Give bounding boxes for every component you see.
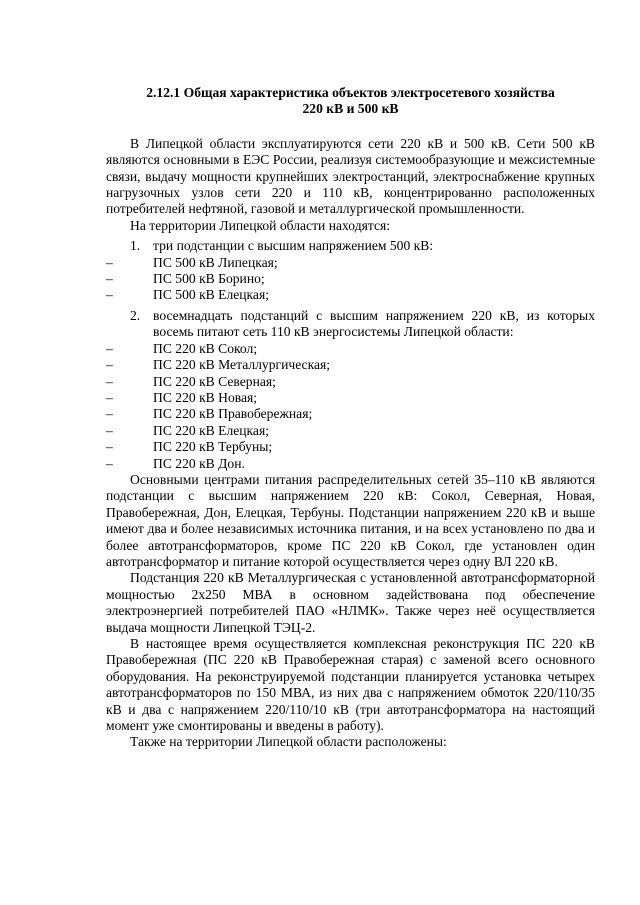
list-item (106, 423, 595, 439)
dash-bullet: – (106, 271, 113, 287)
dash-bullet: – (106, 455, 113, 471)
paragraph-distribution-centers: Основными центрами питания распределительных сетей 35–110 кВ являются подстанции с высшим напряжением 220 кВ: Сокол, Северная, Новая, Правобережная, Дон, Елецкая, Тербуны. Подстанции напряжением 220 кВ и выше имеют два и более независимых источника питания, и на всех установлено по два и более автотрансформаторов, кроме ПС 220 кВ Сокол, где установлен один автотрансформатор и питание которой осуществляется через одну ВЛ 220 кВ. (106, 471, 595, 569)
paragraph-also-located: Также на территории Липецкой области расположены: (130, 734, 447, 750)
dash-bullet: – (106, 406, 113, 422)
list-item (106, 287, 595, 303)
paragraph-reconstruction: В настоящее время осуществляется комплексная реконструкция ПС 220 кВ Правобережная (ПС 220 кВ Правобережная старая) с заменой всего основного оборудования. На реконструируемой подстанции планируется установка четырех автотрансформаторов по 150 МВА, из них два с напряжением обмоток 220/110/35 кВ и два с напряжением 220/110/10 кВ (три автотрансформатора на настоящий момент уже смонтированы и введены в работу). (106, 636, 595, 734)
dash-bullet: – (106, 254, 113, 270)
list-500kv-substations (106, 255, 595, 304)
list-item-text: ПС 220 кВ Новая; (153, 389, 258, 405)
dash-bullet: – (106, 389, 113, 405)
list-item-text: ПС 220 кВ Правобережная; (153, 406, 313, 422)
list-number: 1. (130, 238, 141, 254)
list-item (106, 341, 595, 357)
dash-bullet: – (106, 357, 113, 373)
paragraph-metallurgical: Подстанция 220 кВ Металлургическая с установленной автотрансформаторной мощностью 2х250 МВА в основном задействована под обеспечение электроэнергией потребителей ПАО «НЛМК». Также через неё осуществляется выдача мощности Липецкой ТЭЦ-2. (106, 570, 595, 635)
dash-bullet: – (106, 439, 113, 455)
list-item (106, 439, 595, 455)
list-item-text: ПС 220 кВ Северная; (153, 373, 276, 389)
list-item-220kv-header (106, 308, 595, 341)
section-heading-line-1: 2.12.1 Общая характеристика объектов электросетевого хозяйства (146, 85, 555, 100)
list-number: 2. (130, 307, 141, 323)
paragraph-territory: На территории Липецкой области находятся: (130, 217, 391, 233)
dash-bullet: – (106, 422, 113, 438)
list-item (106, 255, 595, 271)
dash-bullet: – (106, 340, 113, 356)
list-item-text: ПС 500 кВ Липецкая; (153, 254, 278, 270)
section-heading (106, 85, 595, 118)
list-item-text: три подстанции с высшим напряжением 500 кВ: (153, 238, 434, 254)
list-item (106, 271, 595, 287)
list-item (106, 357, 595, 373)
list-item-500kv-header (106, 238, 595, 254)
document-body (106, 85, 595, 751)
list-item-text: ПС 220 кВ Сокол; (153, 340, 258, 356)
list-item-text: ПС 220 кВ Тербуны; (153, 439, 273, 455)
list-item-text: ПС 500 кВ Елецкая; (153, 287, 269, 303)
list-item (106, 456, 595, 472)
list-item-text: восемнадцать подстанций с высшим напряжением 220 кВ, из которых восемь питают сеть 110 кВ энергосистемы Липецкой области: (153, 307, 595, 340)
dash-bullet: – (106, 373, 113, 389)
list-item-text: ПС 220 кВ Елецкая; (153, 422, 269, 438)
list-220kv-substations (106, 341, 595, 472)
paragraph-intro: В Липецкой области эксплуатируются сети 220 кВ и 500 кВ. Сети 500 кВ являются основными в ЕЭС России, реализуя системообразующие и межсистемные связи, выдачу мощности крупнейших электростанций, электроснабжение крупных нагрузочных узлов сети 220 и 110 кВ, концентрированно расположенных потребителей нефтяной, газовой и металлургической промышленности. (106, 135, 595, 217)
dash-bullet: – (106, 287, 113, 303)
list-item-text: ПС 220 кВ Металлургическая; (153, 357, 331, 373)
list-item (106, 390, 595, 406)
list-item-text: ПС 500 кВ Борино; (153, 271, 265, 287)
section-heading-line-2: 220 кВ и 500 кВ (302, 101, 399, 117)
list-item-text: ПС 220 кВ Дон. (153, 455, 245, 471)
list-item (106, 406, 595, 422)
list-item (106, 374, 595, 390)
